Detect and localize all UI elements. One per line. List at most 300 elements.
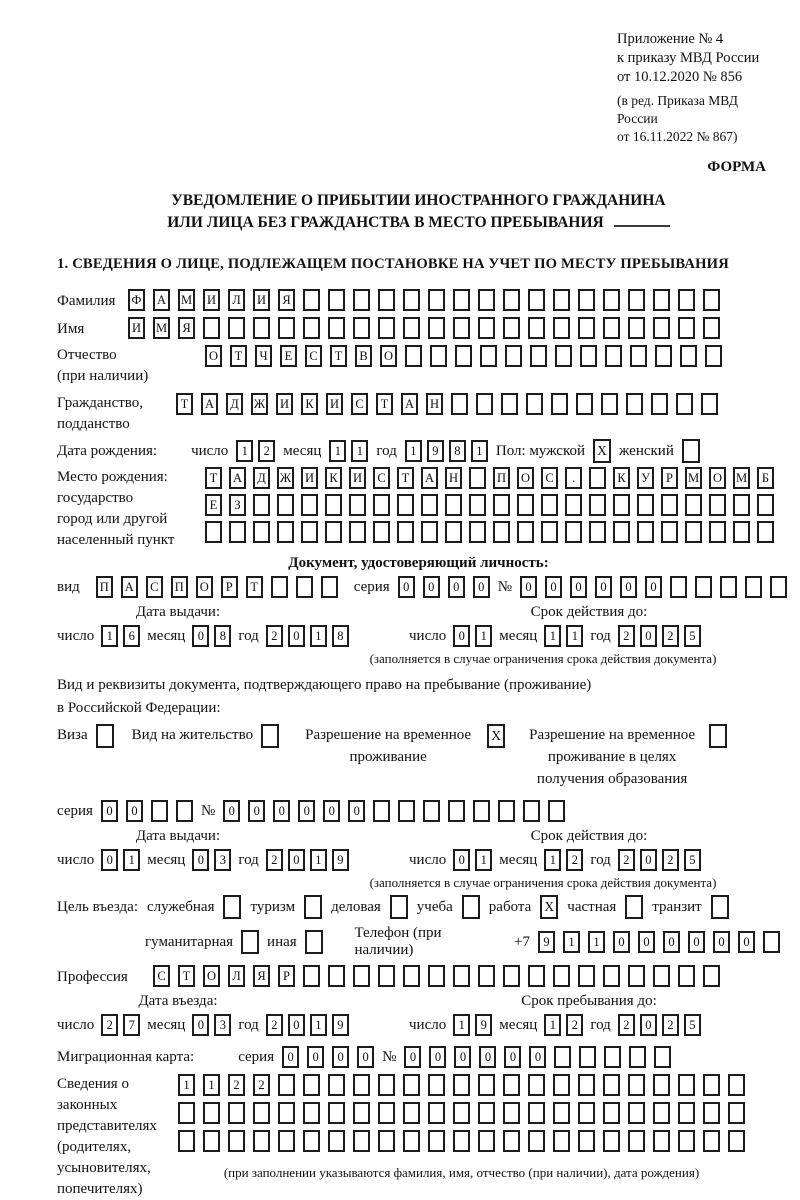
char-box[interactable] bbox=[637, 521, 654, 543]
char-box[interactable] bbox=[728, 1102, 745, 1124]
char-box[interactable] bbox=[353, 1102, 370, 1124]
char-box[interactable] bbox=[703, 289, 720, 311]
purpose-work-checkbox[interactable]: X bbox=[540, 895, 558, 919]
char-box[interactable] bbox=[303, 1074, 320, 1096]
char-box[interactable] bbox=[349, 521, 366, 543]
char-box[interactable] bbox=[278, 317, 295, 339]
char-box[interactable]: 7 bbox=[123, 1014, 140, 1036]
char-box[interactable] bbox=[628, 1130, 645, 1152]
char-box[interactable]: А bbox=[421, 467, 438, 489]
char-box[interactable] bbox=[303, 1102, 320, 1124]
char-box[interactable]: С bbox=[153, 965, 170, 987]
char-box[interactable] bbox=[709, 494, 726, 516]
char-box[interactable] bbox=[469, 467, 486, 489]
char-box[interactable] bbox=[480, 345, 497, 367]
char-box[interactable] bbox=[445, 494, 462, 516]
char-box[interactable] bbox=[701, 393, 718, 415]
char-box[interactable] bbox=[398, 800, 415, 822]
char-box[interactable]: И bbox=[253, 289, 270, 311]
char-box[interactable]: 0 bbox=[688, 931, 705, 953]
char-box[interactable] bbox=[503, 965, 520, 987]
char-box[interactable] bbox=[680, 345, 697, 367]
char-box[interactable] bbox=[553, 965, 570, 987]
char-box[interactable]: З bbox=[229, 494, 246, 516]
char-box[interactable]: К bbox=[613, 467, 630, 489]
char-box[interactable] bbox=[613, 521, 630, 543]
char-box[interactable]: О bbox=[203, 965, 220, 987]
char-box[interactable] bbox=[578, 1074, 595, 1096]
char-box[interactable]: 0 bbox=[479, 1046, 496, 1068]
char-box[interactable]: М bbox=[153, 317, 170, 339]
char-box[interactable] bbox=[453, 1074, 470, 1096]
char-box[interactable] bbox=[229, 521, 246, 543]
char-box[interactable]: А bbox=[121, 576, 138, 598]
char-box[interactable] bbox=[655, 345, 672, 367]
char-box[interactable]: И bbox=[128, 317, 145, 339]
char-box[interactable]: С bbox=[146, 576, 163, 598]
char-box[interactable] bbox=[578, 965, 595, 987]
char-box[interactable]: А bbox=[401, 393, 418, 415]
char-box[interactable]: 0 bbox=[620, 576, 637, 598]
char-box[interactable] bbox=[578, 289, 595, 311]
char-box[interactable] bbox=[203, 1130, 220, 1152]
char-box[interactable] bbox=[501, 393, 518, 415]
char-box[interactable]: П bbox=[493, 467, 510, 489]
char-box[interactable] bbox=[626, 393, 643, 415]
char-box[interactable] bbox=[428, 289, 445, 311]
char-box[interactable] bbox=[770, 576, 787, 598]
char-box[interactable] bbox=[353, 965, 370, 987]
char-box[interactable] bbox=[503, 1074, 520, 1096]
char-box[interactable] bbox=[325, 494, 342, 516]
char-box[interactable] bbox=[653, 1074, 670, 1096]
purpose-study-checkbox[interactable] bbox=[462, 895, 480, 919]
char-box[interactable]: 0 bbox=[595, 576, 612, 598]
char-box[interactable]: 0 bbox=[663, 931, 680, 953]
char-box[interactable] bbox=[178, 1102, 195, 1124]
char-box[interactable] bbox=[579, 1046, 596, 1068]
char-box[interactable]: 0 bbox=[357, 1046, 374, 1068]
char-box[interactable] bbox=[378, 289, 395, 311]
char-box[interactable]: Б bbox=[757, 467, 774, 489]
char-box[interactable]: 9 bbox=[475, 1014, 492, 1036]
char-box[interactable] bbox=[629, 1046, 646, 1068]
char-box[interactable] bbox=[678, 1130, 695, 1152]
purpose-other-checkbox[interactable] bbox=[305, 930, 323, 954]
char-box[interactable]: С bbox=[541, 467, 558, 489]
residence-permit-checkbox[interactable] bbox=[261, 724, 279, 748]
char-box[interactable]: 0 bbox=[192, 849, 209, 871]
char-box[interactable]: 1 bbox=[351, 440, 368, 462]
char-box[interactable]: У bbox=[637, 467, 654, 489]
char-box[interactable]: 1 bbox=[453, 1014, 470, 1036]
char-box[interactable] bbox=[478, 1130, 495, 1152]
char-box[interactable] bbox=[603, 289, 620, 311]
char-box[interactable] bbox=[654, 1046, 671, 1068]
char-box[interactable]: 1 bbox=[329, 440, 346, 462]
char-box[interactable]: 0 bbox=[640, 1014, 657, 1036]
char-box[interactable]: 1 bbox=[471, 440, 488, 462]
char-box[interactable] bbox=[695, 576, 712, 598]
char-box[interactable]: 0 bbox=[348, 800, 365, 822]
char-box[interactable] bbox=[553, 1102, 570, 1124]
char-box[interactable]: Т bbox=[246, 576, 263, 598]
char-box[interactable]: 0 bbox=[570, 576, 587, 598]
char-box[interactable]: 0 bbox=[323, 800, 340, 822]
char-box[interactable] bbox=[728, 1130, 745, 1152]
char-box[interactable]: И bbox=[326, 393, 343, 415]
char-box[interactable]: 0 bbox=[613, 931, 630, 953]
char-box[interactable] bbox=[469, 494, 486, 516]
char-box[interactable] bbox=[589, 494, 606, 516]
char-box[interactable] bbox=[321, 576, 338, 598]
char-box[interactable] bbox=[551, 393, 568, 415]
char-box[interactable]: 0 bbox=[738, 931, 755, 953]
char-box[interactable]: 0 bbox=[398, 576, 415, 598]
char-box[interactable] bbox=[403, 1102, 420, 1124]
char-box[interactable]: 1 bbox=[566, 625, 583, 647]
char-box[interactable] bbox=[397, 494, 414, 516]
char-box[interactable] bbox=[523, 800, 540, 822]
char-box[interactable]: 2 bbox=[266, 849, 283, 871]
char-box[interactable] bbox=[478, 1102, 495, 1124]
char-box[interactable]: Ф bbox=[128, 289, 145, 311]
purpose-official-checkbox[interactable] bbox=[223, 895, 241, 919]
char-box[interactable]: И bbox=[349, 467, 366, 489]
char-box[interactable] bbox=[678, 317, 695, 339]
char-box[interactable]: 2 bbox=[566, 849, 583, 871]
char-box[interactable]: Т bbox=[205, 467, 222, 489]
char-box[interactable] bbox=[493, 494, 510, 516]
char-box[interactable] bbox=[703, 1074, 720, 1096]
char-box[interactable] bbox=[453, 289, 470, 311]
char-box[interactable] bbox=[303, 1130, 320, 1152]
char-box[interactable]: 0 bbox=[638, 931, 655, 953]
char-box[interactable]: 1 bbox=[101, 625, 118, 647]
char-box[interactable]: 8 bbox=[214, 625, 231, 647]
char-box[interactable] bbox=[745, 576, 762, 598]
char-box[interactable]: 3 bbox=[214, 849, 231, 871]
char-box[interactable] bbox=[603, 1102, 620, 1124]
char-box[interactable] bbox=[451, 393, 468, 415]
char-box[interactable] bbox=[503, 1102, 520, 1124]
char-box[interactable]: 2 bbox=[662, 1014, 679, 1036]
char-box[interactable]: 6 bbox=[123, 625, 140, 647]
char-box[interactable]: С bbox=[305, 345, 322, 367]
char-box[interactable] bbox=[228, 317, 245, 339]
char-box[interactable] bbox=[578, 1130, 595, 1152]
char-box[interactable]: О bbox=[380, 345, 397, 367]
char-box[interactable] bbox=[453, 965, 470, 987]
char-box[interactable] bbox=[661, 521, 678, 543]
char-box[interactable] bbox=[478, 965, 495, 987]
char-box[interactable]: Т bbox=[397, 467, 414, 489]
char-box[interactable] bbox=[403, 965, 420, 987]
char-box[interactable]: 0 bbox=[453, 625, 470, 647]
char-box[interactable]: Н bbox=[426, 393, 443, 415]
char-box[interactable]: 0 bbox=[282, 1046, 299, 1068]
char-box[interactable] bbox=[403, 289, 420, 311]
char-box[interactable] bbox=[403, 1130, 420, 1152]
char-box[interactable] bbox=[405, 345, 422, 367]
char-box[interactable] bbox=[653, 1102, 670, 1124]
char-box[interactable] bbox=[603, 1074, 620, 1096]
char-box[interactable]: 0 bbox=[404, 1046, 421, 1068]
char-box[interactable] bbox=[685, 494, 702, 516]
char-box[interactable] bbox=[469, 521, 486, 543]
char-box[interactable] bbox=[709, 521, 726, 543]
char-box[interactable]: Т bbox=[330, 345, 347, 367]
char-box[interactable]: 0 bbox=[713, 931, 730, 953]
char-box[interactable] bbox=[630, 345, 647, 367]
char-box[interactable] bbox=[528, 1130, 545, 1152]
char-box[interactable]: Т bbox=[376, 393, 393, 415]
char-box[interactable]: А bbox=[201, 393, 218, 415]
char-box[interactable]: О bbox=[517, 467, 534, 489]
char-box[interactable]: 2 bbox=[258, 440, 275, 462]
char-box[interactable] bbox=[253, 1130, 270, 1152]
char-box[interactable] bbox=[478, 289, 495, 311]
char-box[interactable]: 1 bbox=[236, 440, 253, 462]
char-box[interactable] bbox=[278, 1130, 295, 1152]
char-box[interactable] bbox=[589, 467, 606, 489]
char-box[interactable] bbox=[328, 289, 345, 311]
char-box[interactable]: 0 bbox=[640, 625, 657, 647]
char-box[interactable] bbox=[453, 317, 470, 339]
char-box[interactable] bbox=[349, 494, 366, 516]
char-box[interactable]: О bbox=[709, 467, 726, 489]
char-box[interactable]: Н bbox=[445, 467, 462, 489]
char-box[interactable]: 0 bbox=[504, 1046, 521, 1068]
char-box[interactable]: К bbox=[325, 467, 342, 489]
char-box[interactable]: А bbox=[229, 467, 246, 489]
char-box[interactable]: Л bbox=[228, 965, 245, 987]
char-box[interactable] bbox=[503, 317, 520, 339]
char-box[interactable]: А bbox=[153, 289, 170, 311]
char-box[interactable] bbox=[455, 345, 472, 367]
char-box[interactable] bbox=[278, 1074, 295, 1096]
char-box[interactable] bbox=[421, 494, 438, 516]
char-box[interactable] bbox=[178, 1130, 195, 1152]
char-box[interactable] bbox=[453, 1102, 470, 1124]
char-box[interactable] bbox=[353, 317, 370, 339]
char-box[interactable] bbox=[498, 800, 515, 822]
char-box[interactable] bbox=[428, 1102, 445, 1124]
char-box[interactable]: 2 bbox=[662, 625, 679, 647]
char-box[interactable] bbox=[628, 317, 645, 339]
char-box[interactable]: Я bbox=[278, 289, 295, 311]
char-box[interactable] bbox=[151, 800, 168, 822]
char-box[interactable]: 2 bbox=[566, 1014, 583, 1036]
char-box[interactable] bbox=[397, 521, 414, 543]
char-box[interactable] bbox=[589, 521, 606, 543]
char-box[interactable]: 0 bbox=[645, 576, 662, 598]
char-box[interactable] bbox=[528, 965, 545, 987]
char-box[interactable] bbox=[301, 494, 318, 516]
visa-checkbox[interactable] bbox=[96, 724, 114, 748]
char-box[interactable]: 0 bbox=[529, 1046, 546, 1068]
purpose-humanitarian-checkbox[interactable] bbox=[241, 930, 259, 954]
purpose-tourism-checkbox[interactable] bbox=[304, 895, 322, 919]
char-box[interactable]: Р bbox=[661, 467, 678, 489]
char-box[interactable] bbox=[528, 1102, 545, 1124]
char-box[interactable] bbox=[678, 965, 695, 987]
char-box[interactable]: 5 bbox=[684, 625, 701, 647]
char-box[interactable] bbox=[448, 800, 465, 822]
char-box[interactable] bbox=[493, 521, 510, 543]
char-box[interactable] bbox=[554, 1046, 571, 1068]
char-box[interactable] bbox=[653, 1130, 670, 1152]
char-box[interactable] bbox=[628, 289, 645, 311]
char-box[interactable] bbox=[476, 393, 493, 415]
char-box[interactable]: О bbox=[205, 345, 222, 367]
char-box[interactable] bbox=[733, 494, 750, 516]
char-box[interactable] bbox=[373, 800, 390, 822]
char-box[interactable]: 1 bbox=[475, 849, 492, 871]
char-box[interactable]: 5 bbox=[684, 849, 701, 871]
char-box[interactable] bbox=[378, 965, 395, 987]
char-box[interactable] bbox=[328, 965, 345, 987]
char-box[interactable] bbox=[757, 521, 774, 543]
char-box[interactable]: 0 bbox=[640, 849, 657, 871]
char-box[interactable] bbox=[303, 317, 320, 339]
char-box[interactable] bbox=[733, 521, 750, 543]
sex-female-checkbox[interactable] bbox=[682, 439, 700, 463]
char-box[interactable] bbox=[428, 317, 445, 339]
char-box[interactable]: 0 bbox=[192, 625, 209, 647]
char-box[interactable] bbox=[728, 1074, 745, 1096]
char-box[interactable] bbox=[353, 1130, 370, 1152]
char-box[interactable]: 0 bbox=[248, 800, 265, 822]
char-box[interactable] bbox=[653, 289, 670, 311]
char-box[interactable] bbox=[604, 1046, 621, 1068]
char-box[interactable]: 9 bbox=[427, 440, 444, 462]
char-box[interactable] bbox=[373, 521, 390, 543]
char-box[interactable]: М bbox=[178, 289, 195, 311]
char-box[interactable] bbox=[703, 317, 720, 339]
char-box[interactable] bbox=[628, 965, 645, 987]
char-box[interactable] bbox=[613, 494, 630, 516]
char-box[interactable] bbox=[403, 317, 420, 339]
char-box[interactable]: 0 bbox=[429, 1046, 446, 1068]
char-box[interactable] bbox=[423, 800, 440, 822]
temp-residence-education-checkbox[interactable] bbox=[709, 724, 727, 748]
char-box[interactable] bbox=[628, 1102, 645, 1124]
char-box[interactable]: 1 bbox=[310, 1014, 327, 1036]
char-box[interactable] bbox=[580, 345, 597, 367]
char-box[interactable] bbox=[517, 494, 534, 516]
char-box[interactable] bbox=[653, 965, 670, 987]
char-box[interactable]: Я bbox=[178, 317, 195, 339]
char-box[interactable] bbox=[578, 317, 595, 339]
char-box[interactable] bbox=[763, 931, 780, 953]
char-box[interactable] bbox=[528, 1074, 545, 1096]
char-box[interactable]: П bbox=[171, 576, 188, 598]
char-box[interactable]: 1 bbox=[203, 1074, 220, 1096]
char-box[interactable] bbox=[303, 965, 320, 987]
char-box[interactable] bbox=[228, 1130, 245, 1152]
char-box[interactable] bbox=[705, 345, 722, 367]
char-box[interactable] bbox=[565, 521, 582, 543]
char-box[interactable] bbox=[505, 345, 522, 367]
char-box[interactable] bbox=[553, 289, 570, 311]
char-box[interactable]: 1 bbox=[588, 931, 605, 953]
char-box[interactable]: 9 bbox=[538, 931, 555, 953]
char-box[interactable]: 2 bbox=[266, 1014, 283, 1036]
char-box[interactable]: М bbox=[685, 467, 702, 489]
char-box[interactable] bbox=[378, 1130, 395, 1152]
char-box[interactable] bbox=[373, 494, 390, 516]
char-box[interactable] bbox=[296, 576, 313, 598]
char-box[interactable]: 2 bbox=[618, 849, 635, 871]
char-box[interactable] bbox=[651, 393, 668, 415]
char-box[interactable]: 0 bbox=[288, 1014, 305, 1036]
char-box[interactable]: 0 bbox=[192, 1014, 209, 1036]
char-box[interactable]: 1 bbox=[544, 1014, 561, 1036]
char-box[interactable]: 0 bbox=[288, 625, 305, 647]
char-box[interactable] bbox=[301, 521, 318, 543]
char-box[interactable] bbox=[353, 289, 370, 311]
char-box[interactable] bbox=[478, 317, 495, 339]
char-box[interactable] bbox=[328, 1130, 345, 1152]
char-box[interactable]: 1 bbox=[310, 849, 327, 871]
char-box[interactable] bbox=[541, 494, 558, 516]
char-box[interactable] bbox=[703, 1102, 720, 1124]
char-box[interactable] bbox=[517, 521, 534, 543]
char-box[interactable]: 0 bbox=[101, 800, 118, 822]
char-box[interactable]: И bbox=[301, 467, 318, 489]
char-box[interactable]: С bbox=[373, 467, 390, 489]
char-box[interactable] bbox=[565, 494, 582, 516]
char-box[interactable]: 9 bbox=[332, 849, 349, 871]
char-box[interactable] bbox=[277, 521, 294, 543]
char-box[interactable] bbox=[628, 1074, 645, 1096]
char-box[interactable] bbox=[328, 1074, 345, 1096]
char-box[interactable] bbox=[325, 521, 342, 543]
char-box[interactable]: . bbox=[565, 467, 582, 489]
char-box[interactable] bbox=[720, 576, 737, 598]
char-box[interactable]: Е bbox=[280, 345, 297, 367]
char-box[interactable] bbox=[253, 494, 270, 516]
char-box[interactable] bbox=[303, 289, 320, 311]
char-box[interactable] bbox=[428, 1074, 445, 1096]
char-box[interactable] bbox=[541, 521, 558, 543]
char-box[interactable] bbox=[685, 521, 702, 543]
char-box[interactable] bbox=[601, 393, 618, 415]
char-box[interactable] bbox=[676, 393, 693, 415]
char-box[interactable]: К bbox=[301, 393, 318, 415]
char-box[interactable] bbox=[403, 1074, 420, 1096]
char-box[interactable] bbox=[445, 521, 462, 543]
char-box[interactable] bbox=[530, 345, 547, 367]
sex-male-checkbox[interactable]: X bbox=[593, 439, 611, 463]
char-box[interactable]: 2 bbox=[662, 849, 679, 871]
char-box[interactable] bbox=[703, 965, 720, 987]
char-box[interactable] bbox=[578, 1102, 595, 1124]
char-box[interactable] bbox=[453, 1130, 470, 1152]
char-box[interactable] bbox=[503, 289, 520, 311]
char-box[interactable]: Е bbox=[205, 494, 222, 516]
char-box[interactable]: В bbox=[355, 345, 372, 367]
char-box[interactable] bbox=[528, 317, 545, 339]
char-box[interactable]: Ч bbox=[255, 345, 272, 367]
char-box[interactable] bbox=[328, 317, 345, 339]
char-box[interactable]: Я bbox=[253, 965, 270, 987]
char-box[interactable] bbox=[653, 317, 670, 339]
char-box[interactable]: 5 bbox=[684, 1014, 701, 1036]
char-box[interactable]: Т bbox=[178, 965, 195, 987]
char-box[interactable] bbox=[253, 317, 270, 339]
